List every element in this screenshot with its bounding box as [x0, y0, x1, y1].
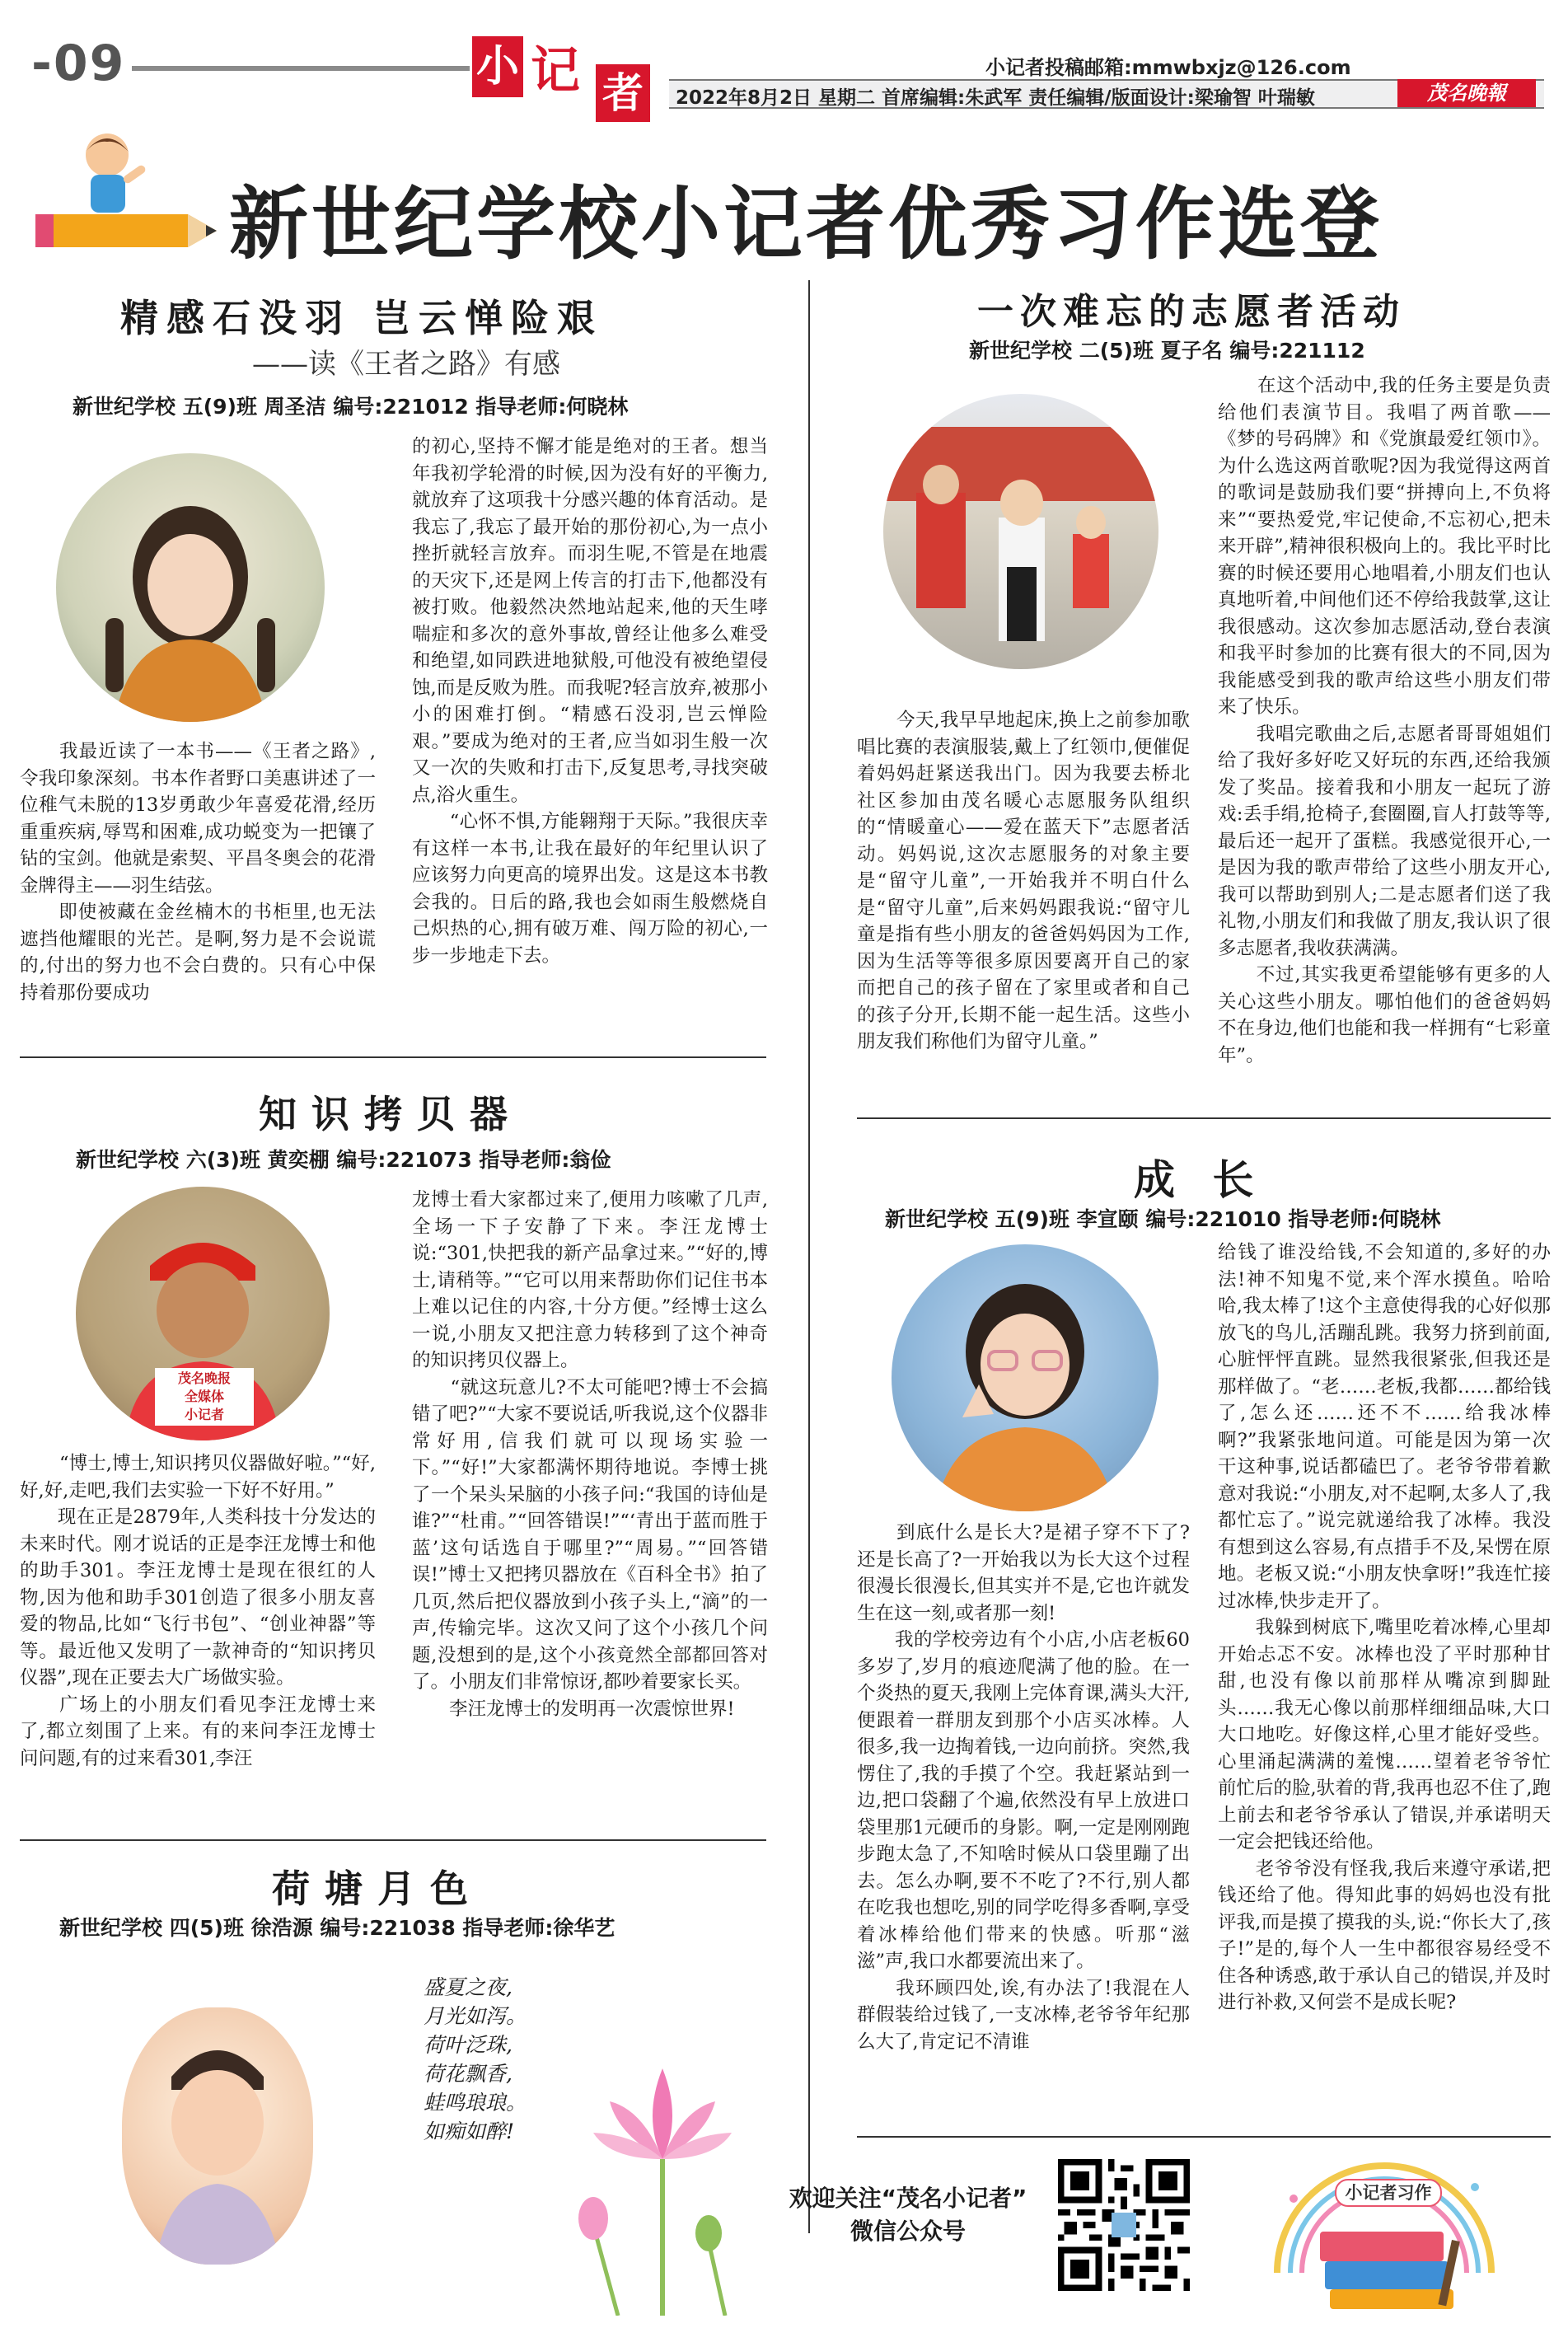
- dateline: 2022年8月2日 星期二 首席编辑:朱武军 责任编辑/版面设计:梁瑜智 叶瑞敏: [676, 87, 1315, 109]
- page-number: -09: [31, 35, 126, 92]
- column-divider: [808, 280, 810, 2233]
- lotus-illustration: [560, 2035, 775, 2316]
- article5-author-photo: [892, 1244, 1158, 1511]
- poem-line: 蛙鸣琅琅。: [424, 2091, 527, 2115]
- article4-event-photo: [883, 394, 1158, 669]
- poem-line: 如痴如醉!: [424, 2120, 515, 2143]
- article2-column2: 龙博士看大家都过来了,便用力咳嗽了几声,全场一下子安静了下来。李汪龙博士说:“301,快把我的新产品拿过来。”“好的,博士,请稍等。”“它可以用来帮助你们记住书本上难以记住的内容,十分方便。”经博士这么一说,小朋友又把注意力转移到了这个神奇的知识拷贝仪器上。 “就这玩意儿?不太可能吧?博士不会搞错了吧?”“大家不要说话,听我说,这个仪器非常好用,信我们就可以现场实验一下。”“好!”大家都满怀期待地说。李博士挑了一个呆头呆脑的小孩子问:“我国的诗仙是谁?”“杜甫。”“回答错误!”“‘青出于蓝而胜于蓝’这句话选自于哪里?”“周易。”“回答错误!”博士又把拷贝器放在《百科全书》拍了几页,然后把仪器放到小孩子头上,“滴”的一声,传输完毕。这次又问了这个小孩几个问题,没想到的是,这个小孩竟然全部都回答对了。小朋友们非常惊讶,都吵着要家长买。 李汪龙博士的发明再一次震惊世界!: [412, 1189, 768, 1720]
- article2-author-photo: [76, 1187, 330, 1440]
- article3-byline: 新世纪学校 四(5)班 徐浩源 编号:221038 指导老师:徐华艺: [59, 1916, 615, 1940]
- article5-column2: 给钱了谁没给钱,不会知道的,多好的办法!神不知鬼不觉,来个浑水摸鱼。哈哈哈,我太棒了!这个主意使得我的心好似那放飞的鸟儿,活蹦乱跳。我努力挤到前面,心脏怦怦直跳。显然我很紧张,但我还是那样做了。“老……老板,我都……都给钱了,怎么还……还不不……给我冰棒啊?”我紧张地问道。可能是因为第一次干这种事,说话都磕巴了。老爷爷带着歉意对我说:“小朋友,对不起啊,太多人了,我都忙忘了。”说完就递给我了冰棒。我没有想到这么容易,有点措手不及,呆愣在原地。老板又说:“小朋友快拿呀!”我连忙接过冰棒,快步走开了。 我躲到树底下,嘴里吃着冰棒,心里却开始忐忑不安。冰棒也没了平时那种甘甜,也没有像以前那样从嘴凉到脚趾头……我无心像以前那样细细品味,大口大口地吃。好像这样,心里才能好受些。心里涌起满满的羞愧……望着老爷爷忙前忙后的脸,驮着的背,我再也忍不住了,跑上前去和老爷爷承认了错误,并承诺明天一定会把钱还给他。 老爷爷没有怪我,我后来遵守承诺,把钱还给了他。得知此事的妈妈也没有批评我,而是摸了摸我的头,说:“你长大了,孩子!”是的,每个人一生中都很容易经受不住各种诱惑,敢于承认自己的错误,并及时进行补救,又何尝不是成长呢?: [1218, 1242, 1551, 2013]
- article3-title: 荷塘月色: [272, 1867, 483, 1911]
- article2-title: 知识拷贝器: [259, 1092, 522, 1136]
- brand-logo: 茂名晚報: [1397, 79, 1536, 107]
- rule-left-2: [20, 1839, 766, 1841]
- follow-text: [776, 2182, 1040, 2248]
- press-badge: [155, 1368, 254, 1426]
- section-char-3: 者: [596, 64, 650, 122]
- section-char-1: 小: [472, 36, 523, 97]
- press-badge-line3: 小记者: [184, 1407, 224, 1422]
- poem-line: 荷叶泛珠,: [424, 2033, 513, 2057]
- article4-column2: 在这个活动中,我的任务主要是负责给他们表演节目。我唱了两首歌——《梦的号码牌》和《党旗最爱红领巾》。为什么选这两首歌呢?因为我觉得这两首的歌词是鼓励我们要“拼搏向上,不负将来”“要热爱党,牢记使命,不忘初心,把未来开辟”,精神很积极向上的。我比平时比赛的时候还要用心地唱着,小朋友们也认真地听着,中间他们还不停给我鼓掌,这让我很感动。这次参加志愿活动,登台表演和我平时参加的比赛有很大的不同,因为我能感受到我的歌声给这些小朋友们带来了快乐。 我唱完歌曲之后,志愿者哥哥姐姐们给了我好多好吃又好玩的东西,还给我颁发了奖品。接着我和小朋友一起玩了游戏:丢手绢,抢椅子,套圈圈,盲人打鼓等等,最后还一起开了蛋糕。我感觉很开心,一是因为我的歌声带给了这些小朋友开心,我可以帮助到别人;二是志愿者们送了我礼物,小朋友们和我做了朋友,我认识了很多志愿者,我收获满满。 不过,其实我更希望能够有更多的人关心这些小朋友。哪怕他们的爸爸妈妈不在身边,他们也能和我一样拥有“七彩童年”。: [1218, 375, 1551, 1066]
- page-headline: 新世纪学校小记者优秀习作选登: [229, 178, 1383, 270]
- article3-author-photo: [122, 2007, 313, 2265]
- article4-byline: 新世纪学校 二(5)班 夏子名 编号:221112: [969, 339, 1365, 363]
- kid-pencil-illustration: [31, 124, 221, 264]
- article5-title: 成 长: [1134, 1155, 1266, 1204]
- follow-line-2: 微信公众号: [850, 2218, 966, 2245]
- press-badge-line1: 茂名晚报: [177, 1370, 231, 1386]
- article5-column1: 到底什么是长大?是裙子穿不下了?还是长高了?一开始我以为长大这个过程很漫长很漫长,但其实并不是,它也许就发生在这一刻,或者那一刻! 我的学校旁边有个小店,小店老板60多岁了,岁月的痕迹爬满了他的脸。在一个炎热的夏天,我刚上完体育课,满头大汗,便跟着一群朋友到那个小店买冰棒。人很多,我一边掏着钱,一边向前挤。突然,我愣住了,我的手摸了个空。我赶紧站到一边,把口袋翻了个遍,依然没有早上放进口袋里那1元硬币的身影。啊,一定是刚刚跑步跑太急了,不知啥时候从口袋里蹦了出去。怎么办啊,要不不吃了?不行,别人都在吃我也想吃,别的同学吃得多香啊,享受着冰棒给他们带来的快感。听那“滋滋”声,我口水都要流出来了。 我环顾四处,诶,有办法了!我混在人群假装给过钱了,一支冰棒,老爷爷年纪那么大了,肯定记不清谁: [857, 1522, 1190, 2053]
- reporter-writing-logo-text: 小记者习作: [1335, 2179, 1442, 2207]
- article1-subtitle: ——读《王者之路》有感: [252, 348, 560, 381]
- poem-line: 月光如泻。: [424, 2004, 527, 2028]
- reporter-writing-logo: [1261, 2141, 1508, 2314]
- poem-line: 荷花飘香,: [424, 2062, 513, 2086]
- article1-column2: 的初心,坚持不懈才能是绝对的王者。想当年我初学轮滑的时候,因为没有好的平衡力,就放弃了这项我十分感兴趣的体育活动。是我忘了,我忘了最开始的那份初心,为一点小挫折就轻言放弃。而羽生呢,不管是在地震的天灾下,还是网上传言的打击下,他都没有被打败。他毅然决然地站起来,他的天生哮喘症和多次的意外事故,曾经让他多么难受和绝望,如同跌进地狱般,可他没有被绝望侵蚀,而是反败为胜。而我呢?轻言放弃,被那小小的困难打倒。“精感石没羽,岂云惮险艰。”要成为绝对的王者,应当如羽生般一次又一次的失败和打击下,反复思考,寻找突破点,浴火重生。 “心怀不惧,方能翱翔于天际。”我很庆幸有这样一本书,让我在最好的年纪里认识了应该努力向更高的境界出发。这是这本书教会我的。日后的路,我也会如雨生般燃烧自己炽热的心,拥有破万难、闯万险的初心,一步一步地走下去。: [412, 436, 768, 967]
- section-logo: [472, 36, 670, 127]
- dateline-bar: [669, 79, 1544, 109]
- article2-byline: 新世纪学校 六(3)班 黄奕棚 编号:221073 指导老师:翁俭: [76, 1148, 611, 1172]
- article1-byline: 新世纪学校 五(9)班 周圣洁 编号:221012 指导老师:何晓林: [73, 395, 629, 419]
- article4-title: 一次难忘的志愿者活动: [977, 291, 1406, 333]
- article1-author-photo: [56, 453, 325, 722]
- rule-bottom-right: [857, 2136, 1551, 2138]
- article4-column1: 今天,我早早地起床,换上之前参加歌唱比赛的表演服装,戴上了红领巾,便催促着妈妈赶紧送我出门。因为我要去桥北社区参加由茂名暖心志愿服务队组织的“情暖童心——爱在蓝天下”志愿者活动。妈妈说,这次志愿服务的对象主要是“留守儿童”,一开始我并不明白什么是“留守儿童”,后来妈妈跟我说:“留守儿童是指有些小朋友的爸爸妈妈因为工作,因为生活等等很多原因要离开自己的家而把自己的孩子留在了家里或者和自己的孩子分开,长期不能一起生活。这些小朋友我们称他们为留守儿童。”: [857, 710, 1190, 1052]
- article2-column1: “博士,博士,知识拷贝仪器做好啦。”“好,好,好,走吧,我们去实验一下好不好用。” 现在正是2879年,人类科技十分发达的未来时代。刚才说话的正是李汪龙博士和他的助手301。李汪龙博士是现在很红的人物,因为他和助手301创造了很多小朋友喜爱的物品,比如“飞行书包”、“创业神器”等等。最近他又发明了一款神奇的“知识拷贝仪器”,现在正要去大广场做实验。 广场上的小朋友们看见李汪龙博士来了,都立刻围了上来。有的来问李汪龙博士问问题,有的过来看301,李汪: [20, 1453, 376, 1769]
- article3-poem: [424, 1973, 527, 2146]
- contribution-email: 小记者投稿邮箱:mmwbxjz@126.com: [985, 56, 1351, 79]
- press-badge-line2: 全媒体: [184, 1389, 224, 1404]
- rule-left-1: [20, 1056, 766, 1058]
- masthead-gray-bar: [132, 66, 470, 71]
- rule-right-1: [857, 1117, 1551, 1119]
- follow-line-1: 欢迎关注“茂名小记者”: [789, 2185, 1027, 2212]
- article1-title: 精感石没羽 岂云惮险艰: [120, 296, 604, 340]
- qr-code[interactable]: [1058, 2159, 1190, 2291]
- poem-line: 盛夏之夜,: [424, 1975, 513, 1999]
- article1-column1: 我最近读了一本书——《王者之路》,令我印象深刻。书本作者野口美惠讲述了一位稚气未脱的13岁勇敢少年喜爱花滑,经历重重疾病,辱骂和困难,成功蜕变为一把镶了钻的宝剑。他就是索契、平昌冬奥会的花滑金牌得主——羽生结弦。 即使被藏在金丝楠木的书柜里,也无法遮挡他耀眼的光芒。是啊,努力是不会说谎的,付出的努力也不会白费的。只有心中保持着那份要成功: [20, 741, 376, 1004]
- section-char-2: 记: [531, 42, 580, 100]
- article5-byline: 新世纪学校 五(9)班 李宣颐 编号:221010 指导老师:何晓林: [885, 1207, 1441, 1231]
